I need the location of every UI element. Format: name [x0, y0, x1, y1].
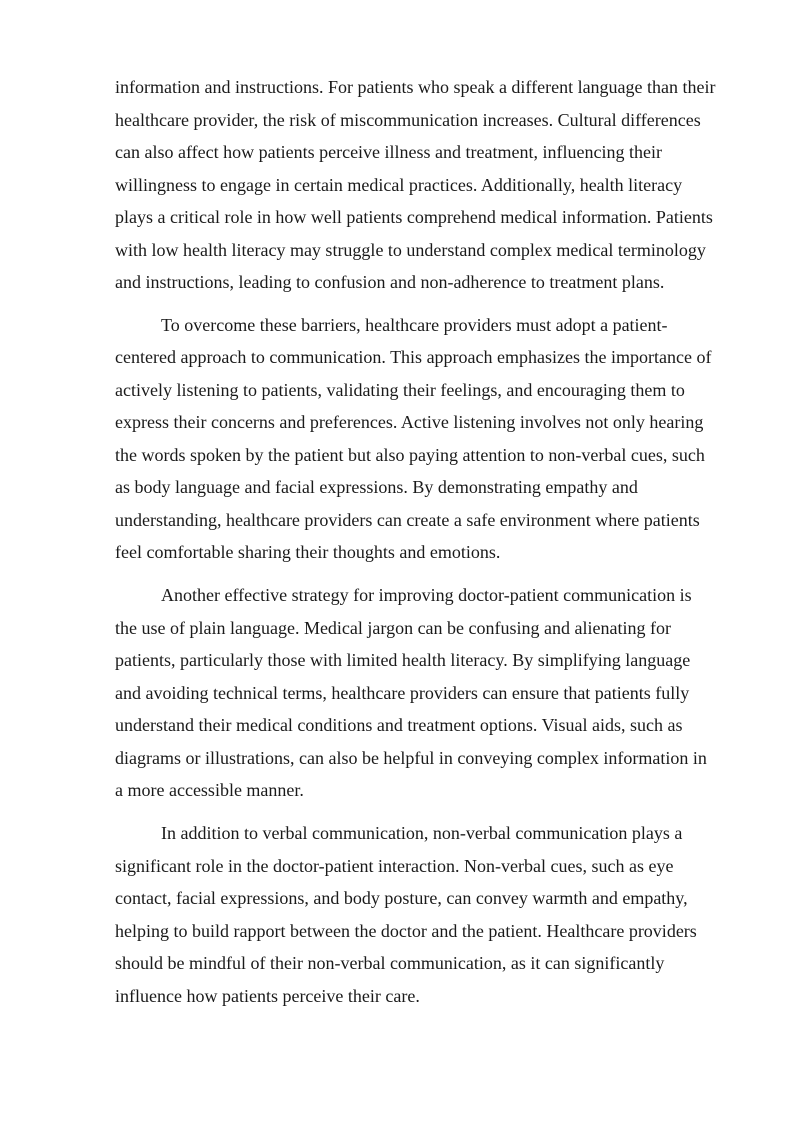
text-line: as body language and facial expressions. By demonstrating empathy and [115, 477, 638, 497]
text-line: understanding, healthcare providers can create a safe environment where patients [115, 510, 700, 530]
text-line: can also affect how patients perceive illness and treatment, influencing their [115, 142, 662, 162]
text-line: helping to build rapport between the doctor and the patient. Healthcare providers [115, 921, 697, 941]
text-line: In addition to verbal communication, non-verbal communication plays a [161, 823, 683, 843]
text-line: healthcare provider, the risk of miscommunication increases. Cultural differences [115, 110, 701, 130]
text-line: should be mindful of their non-verbal communication, as it can significantly [115, 953, 665, 973]
text-line: express their concerns and preferences. Active listening involves not only hearing [115, 412, 704, 432]
text-line: and avoiding technical terms, healthcare providers can ensure that patients fully [115, 683, 690, 703]
text-line: patients, particularly those with limited health literacy. By simplifying language [115, 650, 691, 670]
text-line: the words spoken by the patient but also paying attention to non-verbal cues, such [115, 445, 705, 465]
text-line: feel comfortable sharing their thoughts and emotions. [115, 542, 501, 562]
text-line: information and instructions. For patients who speak a different language than their [115, 77, 716, 97]
text-line: centered approach to communication. This approach emphasizes the importance of [115, 347, 712, 367]
text-line: To overcome these barriers, healthcare providers must adopt a patient- [161, 315, 668, 335]
text-line: and instructions, leading to confusion and non-adherence to treatment plans. [115, 272, 665, 292]
text-line: willingness to engage in certain medical practices. Additionally, health literacy [115, 175, 683, 195]
text-line: diagrams or illustrations, can also be helpful in conveying complex information in [115, 748, 707, 768]
text-line: with low health literacy may struggle to understand complex medical terminology [115, 240, 706, 260]
text-line: a more accessible manner. [115, 780, 304, 800]
text-line: influence how patients perceive their care. [115, 986, 420, 1006]
text-line: Another effective strategy for improving doctor-patient communication is [161, 585, 692, 605]
text-line: the use of plain language. Medical jargon can be confusing and alienating for [115, 618, 671, 638]
text-line: actively listening to patients, validating their feelings, and encouraging them to [115, 380, 685, 400]
text-line: contact, facial expressions, and body posture, can convey warmth and empathy, [115, 888, 688, 908]
text-line: plays a critical role in how well patients comprehend medical information. Patients [115, 207, 713, 227]
text-line: understand their medical conditions and treatment options. Visual aids, such as [115, 715, 683, 735]
text-line: significant role in the doctor-patient interaction. Non-verbal cues, such as eye [115, 856, 674, 876]
